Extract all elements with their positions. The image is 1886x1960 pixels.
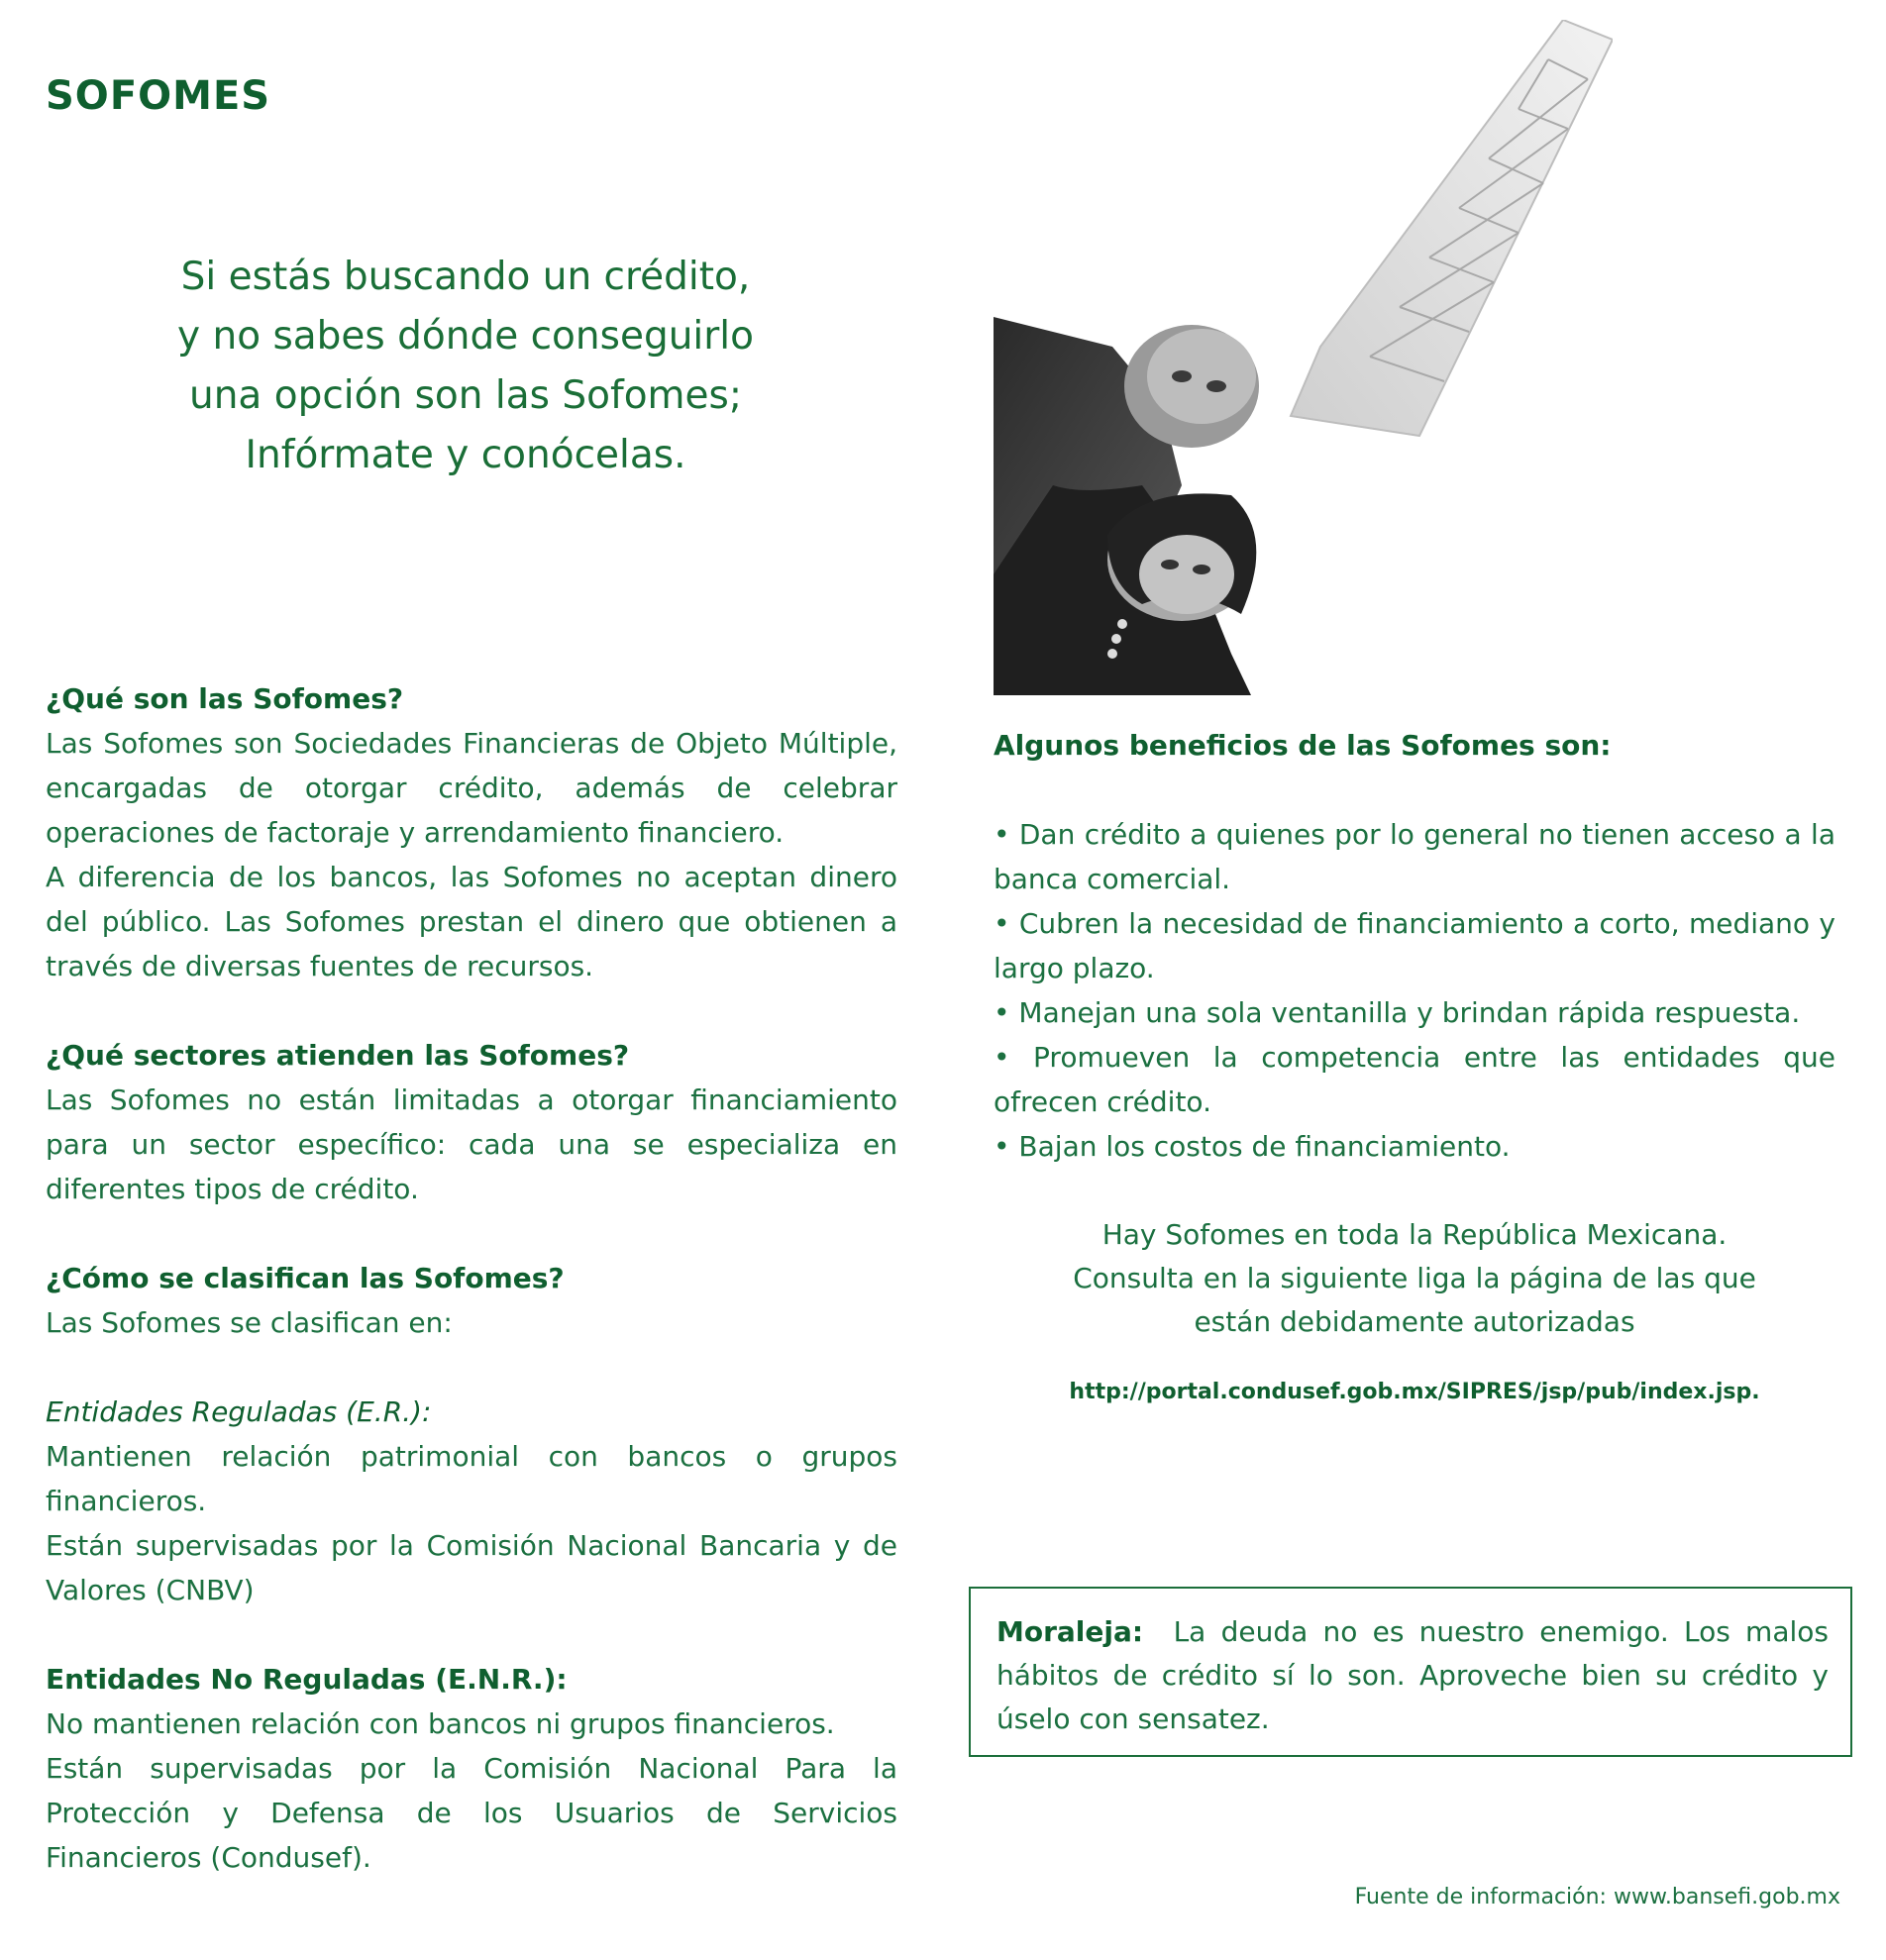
paragraph: Mantienen relación patrimonial con bancos o grupos financieros.: [46, 1440, 897, 1517]
paragraph: Las Sofomes se clasifican en:: [46, 1306, 453, 1339]
benefits-title: Algunos beneficios de las Sofomes son:: [994, 729, 1612, 762]
note-line: Consulta en la siguiente liga la página de las que: [1073, 1262, 1756, 1294]
benefit-item: • Bajan los costos de financiamiento.: [994, 1130, 1511, 1163]
sipres-link[interactable]: http://portal.condusef.gob.mx/SIPRES/jsp/pub/index.jsp.: [1069, 1380, 1760, 1404]
benefit-item: • Promueven la competencia entre las entidades que ofrecen crédito.: [994, 1041, 1835, 1118]
couple-tower-photo: [994, 20, 1613, 695]
intro-line: Infórmate y conócelas.: [245, 433, 686, 477]
intro-line: Si estás buscando un crédito,: [180, 255, 751, 299]
benefit-item: • Dan crédito a quienes por lo general no tienen acceso a la banca comercial.: [994, 818, 1835, 895]
paragraph: Las Sofomes no están limitadas a otorgar financiamiento para un sector específico: cada una se especializa en diferentes tipos de crédito.: [46, 1083, 897, 1205]
non-regulated-entities-title: Entidades No Reguladas (E.N.R.):: [46, 1663, 568, 1696]
question-sectors: ¿Qué sectores atienden las Sofomes?: [46, 1039, 630, 1072]
intro-line: una opción son las Sofomes;: [189, 373, 742, 418]
paragraph: Están supervisadas por la Comisión Nacional Para la Protección y Defensa de los Usuarios de Servicios Financieros (Condusef).: [46, 1752, 897, 1874]
right-column: [994, 723, 1835, 1414]
moral-label: Moraleja:: [996, 1615, 1144, 1648]
paragraph: Están supervisadas por la Comisión Nacional Bancaria y de Valores (CNBV): [46, 1529, 897, 1606]
intro-text: [89, 248, 842, 485]
availability-note: [994, 1213, 1835, 1344]
benefit-item: • Cubren la necesidad de financiamiento a corto, mediano y largo plazo.: [994, 907, 1835, 984]
moral-text: La deuda no es nuestro enemigo. Los malos hábitos de crédito sí lo son. Aproveche bien su crédito y úselo con sensatez.: [996, 1615, 1829, 1735]
regulated-entities-title: Entidades Reguladas (E.R.):: [46, 1395, 432, 1428]
source-note: Fuente de información: www.bansefi.gob.mx: [1354, 1885, 1840, 1909]
note-line: están debidamente autorizadas: [1194, 1305, 1635, 1338]
page-title: SOFOMES: [46, 73, 271, 119]
moral-box: [969, 1587, 1852, 1757]
paragraph: A diferencia de los bancos, las Sofomes no aceptan dinero del público. Las Sofomes prestan el dinero que obtienen a través de diversas fuentes de recursos.: [46, 861, 897, 982]
intro-line: y no sabes dónde conseguirlo: [177, 314, 754, 359]
note-line: Hay Sofomes en toda la República Mexicana.: [1101, 1218, 1728, 1251]
question-classification: ¿Cómo se clasifican las Sofomes?: [46, 1262, 565, 1294]
left-column: [46, 676, 897, 1880]
paragraph: Las Sofomes son Sociedades Financieras de Objeto Múltiple, encargadas de otorgar crédito, además de celebrar operaciones de factoraje y arrendamiento financiero.: [46, 727, 897, 849]
benefit-item: • Manejan una sola ventanilla y brindan rápida respuesta.: [994, 996, 1801, 1029]
question-what-are: ¿Qué son las Sofomes?: [46, 682, 404, 715]
paragraph: No mantienen relación con bancos ni grupos financieros.: [46, 1707, 835, 1740]
